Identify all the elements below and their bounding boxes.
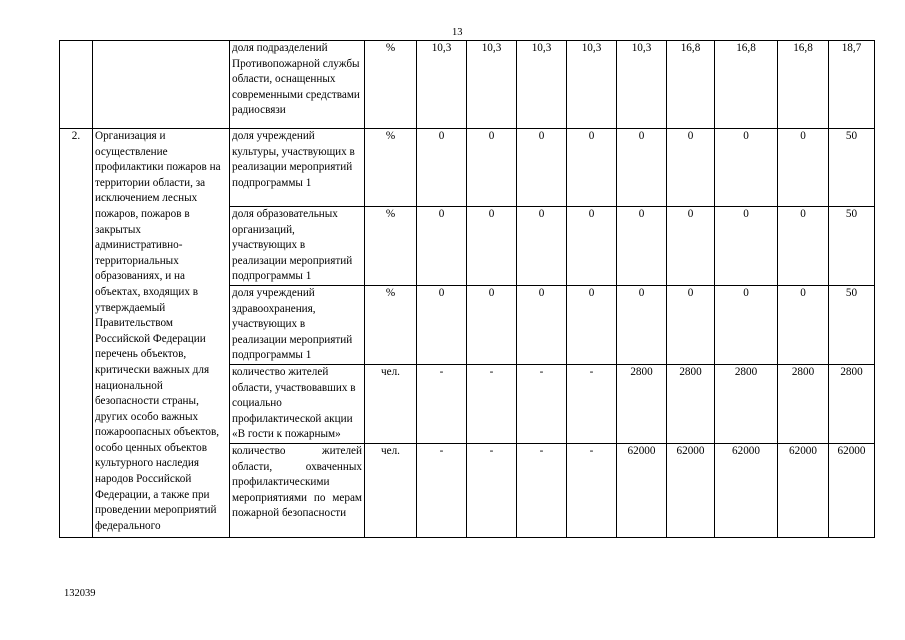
row-number-cell xyxy=(60,41,93,129)
value-cell: 16,8 xyxy=(778,41,829,129)
value-cell: 62000 xyxy=(829,443,875,537)
value-cell: 2800 xyxy=(778,364,829,443)
value-cell: 10,3 xyxy=(467,41,517,129)
value-cell: 16,8 xyxy=(667,41,715,129)
value-cell: 62000 xyxy=(617,443,667,537)
value-cell: 0 xyxy=(617,207,667,286)
value-cell: 0 xyxy=(417,207,467,286)
value-cell: 16,8 xyxy=(715,41,778,129)
page-number: 13 xyxy=(452,27,463,38)
value-cell: - xyxy=(417,443,467,537)
task-number-cell: 2. xyxy=(60,129,93,538)
value-cell: 2800 xyxy=(617,364,667,443)
value-cell: 0 xyxy=(417,285,467,364)
value-cell: 0 xyxy=(467,129,517,207)
value-cell: 10,3 xyxy=(567,41,617,129)
value-cell: 2800 xyxy=(715,364,778,443)
value-cell: 0 xyxy=(778,285,829,364)
unit-cell: % xyxy=(365,129,417,207)
value-cell: - xyxy=(417,364,467,443)
value-cell: 0 xyxy=(567,207,617,286)
document-code: 132039 xyxy=(64,588,96,599)
value-cell: 10,3 xyxy=(517,41,567,129)
table-row xyxy=(60,129,875,207)
value-cell: 0 xyxy=(617,129,667,207)
unit-cell: % xyxy=(365,41,417,129)
value-cell: - xyxy=(467,364,517,443)
indicator-name-cell: доля учреждений культуры, участвующих в реализации мероприятий подпрограммы 1 xyxy=(230,129,365,207)
indicator-name-cell: доля подразделений Противопожарной службы области, оснащенных современными средствами радиосвязи xyxy=(230,41,365,129)
unit-cell: чел. xyxy=(365,364,417,443)
indicator-name-cell: количество жителей области, участвовавших в социально профилактической акции «В гости к пожарным» xyxy=(230,364,365,443)
indicator-name-cell: количество жителей области, охваченных профилактическими мероприятиями по мерам пожарной безопасности xyxy=(230,443,365,537)
value-cell: 0 xyxy=(715,285,778,364)
value-cell: 62000 xyxy=(778,443,829,537)
value-cell: 0 xyxy=(567,129,617,207)
value-cell: 62000 xyxy=(667,443,715,537)
value-cell: - xyxy=(567,364,617,443)
value-cell: 0 xyxy=(778,129,829,207)
value-cell: - xyxy=(517,364,567,443)
value-cell: 0 xyxy=(467,207,517,286)
value-cell: 0 xyxy=(667,285,715,364)
value-cell: 0 xyxy=(778,207,829,286)
value-cell: 0 xyxy=(467,285,517,364)
value-cell: 0 xyxy=(667,207,715,286)
task-cell xyxy=(93,41,230,129)
value-cell: 50 xyxy=(829,207,875,286)
value-cell: 0 xyxy=(567,285,617,364)
value-cell: 2800 xyxy=(829,364,875,443)
table-row xyxy=(60,41,875,129)
value-cell: 10,3 xyxy=(417,41,467,129)
value-cell: - xyxy=(567,443,617,537)
value-cell: 50 xyxy=(829,285,875,364)
value-cell: 18,7 xyxy=(829,41,875,129)
value-cell: 50 xyxy=(829,129,875,207)
indicators-table xyxy=(59,40,875,538)
value-cell: 0 xyxy=(715,129,778,207)
task-description-cell: Организация и осуществление профилактики пожаров на территории области, за исключением лесных пожаров, пожаров в закрытых административно-территориальных образованиях, и на объектах, входящих в утверждаемый Правительством Российской Федерации перечень объектов, критически важных для национальной безопасности страны, других особо важных пожароопасных объектов, особо ценных объектов культурного наследия народов Российской Федерации, а также при проведении мероприятий федерального xyxy=(93,129,230,538)
unit-cell: % xyxy=(365,285,417,364)
value-cell: - xyxy=(467,443,517,537)
value-cell: - xyxy=(517,443,567,537)
value-cell: 0 xyxy=(667,129,715,207)
indicator-name-cell: доля учреждений здравоохранения, участвующих в реализации мероприятий подпрограммы 1 xyxy=(230,285,365,364)
value-cell: 0 xyxy=(417,129,467,207)
unit-cell: чел. xyxy=(365,443,417,537)
value-cell: 10,3 xyxy=(617,41,667,129)
value-cell: 0 xyxy=(517,285,567,364)
value-cell: 0 xyxy=(517,129,567,207)
value-cell: 0 xyxy=(517,207,567,286)
value-cell: 2800 xyxy=(667,364,715,443)
value-cell: 62000 xyxy=(715,443,778,537)
value-cell: 0 xyxy=(617,285,667,364)
indicator-name-cell: доля образовательных организаций, участвующих в реализации мероприятий подпрограммы 1 xyxy=(230,207,365,286)
value-cell: 0 xyxy=(715,207,778,286)
unit-cell: % xyxy=(365,207,417,286)
